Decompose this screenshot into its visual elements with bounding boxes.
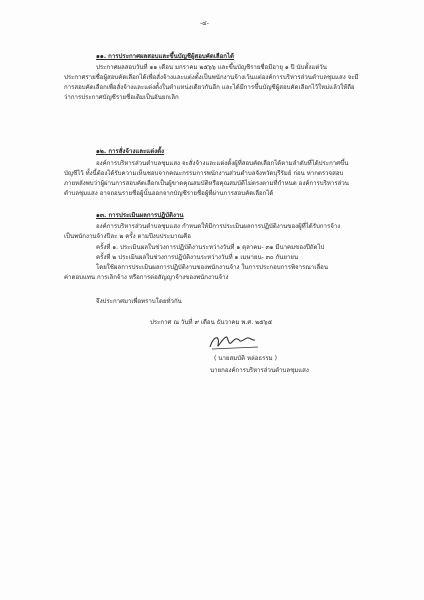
signatory-title: นายกองค์การบริหารส่วนตำบลชุมแสง (210, 367, 309, 374)
section-13-line-4: ครั้งที่ ๒ ประเมินผลในช่วงการปฏิบัติงานระหว่างวันที่ ๑ เมษายน- ๓๐ กันยายน (96, 254, 299, 261)
section-12-line-4: ตำบลชุมแสง อาจถอนรายชื่อผู้นั้นออกจากบัญชีรายชื่อผู้ที่ผ่านการสอบคัดเลือกได้ (64, 190, 274, 197)
section-12-line-3: ภายหลังพบว่าผู้ผ่านการสอบคัดเลือกเป็นผู้ขาดคุณสมบัติหรือคุณสมบัติไม่ตรงตามที่กำหนด องค์การบริหารส่วน (64, 180, 349, 187)
section-13-heading: ๑๓. การประเมินผลการปฏิบัติงาน (96, 212, 184, 219)
section-11-line-1: ประกาศผลสอบวันที่ ๑๑ เดือน มกราคม ๒๕๖๖ และขึ้นบัญชีรายชื่อมีอายุ ๑ ปี นับตั้งแต่วัน (96, 64, 327, 71)
section-11-heading: ๑๑. การประกาศผลสอบและขึ้นบัญชีผู้สอบคัดเลือกได้ (96, 53, 235, 60)
section-12-line-1: องค์การบริหารส่วนตำบลชุมแสง จะสั่งจ้างและแต่งตั้งผู้ที่สอบคัดเลือกได้ตามลำดับที่ได้ประกาศขึ้น (96, 160, 349, 167)
section-13-line-3: ครั้งที่ ๑. ประเมินผลในช่วงการปฏิบัติงานระหว่างวันที่ ๑ ตุลาคม- ๓๑ มีนาคมของปีถัดไป (96, 244, 325, 251)
section-11-line-4: ว่าการประกาศบัญชีรายชื่อเดิมเป็นอันยกเลิก (64, 94, 179, 101)
section-13-line-5: โดยใช้ผลการประเมินผลการปฏิบัติงานของพนักงานจ้าง ในการประกอบการพิจารณาเลื่อน (96, 264, 328, 271)
section-12-line-2: บัญชีไว้ ทั้งนี้ต้องได้รับความเห็นชอบจากคณะกรรมการพนักงานส่วนตำบลจังหวัดบุรีรัมย์ ก่อน หากตรวจสอบ (64, 170, 344, 177)
announcement-date: ประกาศ ณ วันที่ ๙ เดือน ธันวาคม พ.ศ. ๒๕๖๕ (150, 319, 273, 326)
section-12-heading: ๑๒. การสั่งจ้างและแต่งตั้ง (96, 148, 165, 155)
section-13-line-2: เป็นพนักงานจ้างปีละ ๒ ครั้ง ตามปีงบประมาณคือ (64, 233, 191, 240)
handwritten-signature (206, 331, 266, 353)
signatory-name: ( นายสมบัติ หล่อธรรม ) (214, 355, 277, 362)
section-13-line-6: ค่าตอบแทน การเลิกจ้าง หรือการต่อสัญญาจ้างของพนักงานจ้าง (64, 274, 229, 281)
closing-announcement: จึงประกาศมาเพื่อทราบโดยทั่วกัน (96, 298, 182, 305)
section-11-line-2: ประกาศรายชื่อผู้สอบคัดเลือกได้เพื่อสั่งจ้างและแต่งตั้งเป็นพนักงานจ้างเว้นแต่องค์การบริหารส่วนตำบลชุมแสง จะมี (64, 74, 359, 81)
page-number: -๔- (200, 20, 209, 27)
section-11-line-3: การสอบคัดเลือกเพื่อสั่งจ้างและแต่งตั้งในตำแหน่งเดียวกันอีก และได้มีการขึ้นบัญชีผู้สอบคัดเลือกไว้ใหม่แล้วให้ถือ (64, 84, 355, 91)
section-13-line-1: องค์การบริหารส่วนตำบลชุมแสง กำหนดให้มีการประเมินผลการปฏิบัติงานของผู้ที่ได้รับการจ้าง (96, 223, 341, 230)
